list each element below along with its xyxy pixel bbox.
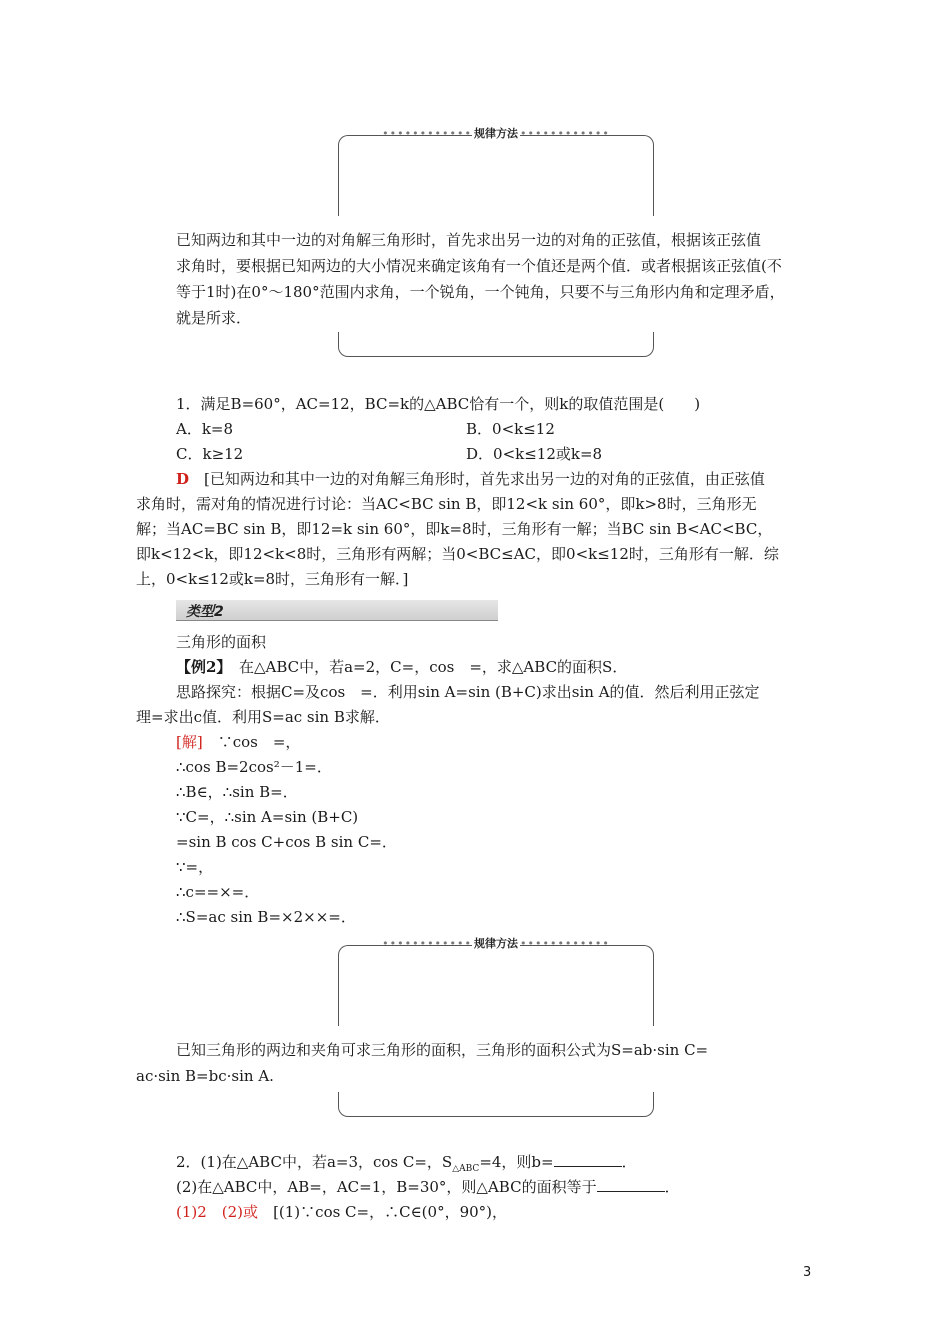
method-text-line: ac·sin B=bc·sin A. (136, 1067, 274, 1085)
option-c: C．k≥12 (176, 445, 244, 463)
method-box-label: •••••••••••• 规律方法 •••••••••••• (382, 937, 610, 950)
method-box-bottom-frame (338, 1092, 654, 1117)
answer-line (176, 1202, 507, 1222)
section-title: 三角形的面积 (176, 633, 267, 651)
explanation-line: 上，0<k≤12或k=8时，三角形有一解．] (136, 570, 409, 588)
explanation-line: [(1)∵cos C=，∴C∈(0°，90°)， (273, 1203, 508, 1221)
solution-line: ∴S=ac sin B=×2××=． (176, 908, 356, 926)
solution-line: ∴cos B=2cos²－1=． (176, 758, 332, 776)
solution-text: ∵cos =， (217, 733, 301, 751)
method-text-line: 求角时，要根据已知两边的大小情况来确定该角有一个值还是两个值．或者根据该正弦值(不 (176, 257, 782, 275)
solution-line: ∴B∈，∴sin B=． (176, 783, 298, 801)
solution-line: =sin B cos C+cos B sin C=． (176, 833, 397, 851)
answer-blank[interactable] (597, 1177, 665, 1192)
solution-line: ∵C=，∴sin A=sin (B+C) (176, 808, 359, 826)
answer-letter: D (176, 470, 190, 488)
method-box-label: •••••••••••• 规律方法 •••••••••••• (382, 127, 610, 140)
method-text-line: 已知三角形的两边和夹角可求三角形的面积，三角形的面积公式为S=ab·sin C= (176, 1041, 709, 1059)
type-banner-label: 类型2 (186, 604, 224, 620)
explanation-line: 求角时，需对角的情况进行讨论：当AC<BC sin B，即12<k sin 60°，即k>8时，三角形无 (136, 495, 757, 513)
idea-line: 理=求出c值．利用S=ac sin B求解． (136, 708, 390, 726)
question-2-part-1: 2．(1)在△ABC中，若a=3，cos C=，$S_{\triangle ABC}=4$，则b= ． (176, 1153, 637, 1174)
solution-line (176, 732, 300, 752)
solution-line: ∵=， (176, 858, 214, 876)
explanation-line: 解；当AC=BC sin B，即12=k sin 60°，即k=8时，三角形有一解；当BC sin B<AC<BC， (136, 520, 773, 538)
example-label: 【例2】 (176, 658, 224, 676)
explanation-line: 即k<12<k，即12<k<8时，三角形有两解；当0<BC≤AC，即0<k≤12时，三角形有一解．综 (136, 545, 779, 563)
method-text-line: 已知两边和其中一边的对角解三角形时，首先求出另一边的对角的正弦值，根据该正弦值 (176, 231, 762, 249)
answer-line (176, 469, 765, 489)
method-box-top-frame (338, 127, 654, 216)
method-box-top-frame (338, 937, 654, 1026)
idea-line: 思路探究：根据C=及cos =．利用sin A=sin (B+C)求出sin A的值．然后利用正弦定 (176, 683, 760, 701)
option-d: D．0<k≤12或k=8 (466, 445, 603, 463)
explanation-line: [已知两边和其中一边的对角解三角形时，首先求出另一边的对角的正弦值，由正弦值 (204, 470, 765, 488)
option-b: B．0<k≤12 (466, 420, 555, 438)
solution-line: ∴c==×=． (176, 883, 260, 901)
example-line (176, 657, 627, 677)
answer-blank[interactable] (554, 1152, 622, 1167)
page-number: 3 (803, 1265, 812, 1280)
method-text-line: 等于1时)在0°～180°范围内求角，一个锐角，一个钝角，只要不与三角形内角和定理矛盾， (176, 283, 785, 301)
method-box-bottom-frame (338, 332, 654, 357)
method-text-line: 就是所求． (176, 309, 252, 327)
answer-text: (1)2 (2)或 (176, 1203, 259, 1221)
solution-label: [解] (176, 733, 203, 751)
example-text: 在△ABC中，若a=2，C=，cos =，求△ABC的面积S． (238, 658, 628, 676)
question-1-stem: 1．满足B=60°，AC=12，BC=k的△ABC恰有一个，则k的取值范围是( ) (176, 395, 701, 413)
question-2-part-2: (2)在△ABC中，AB=，AC=1，B=30°，则△ABC的面积等于 ． (176, 1178, 680, 1196)
option-a: A．k=8 (176, 420, 234, 438)
type-banner (176, 600, 498, 621)
